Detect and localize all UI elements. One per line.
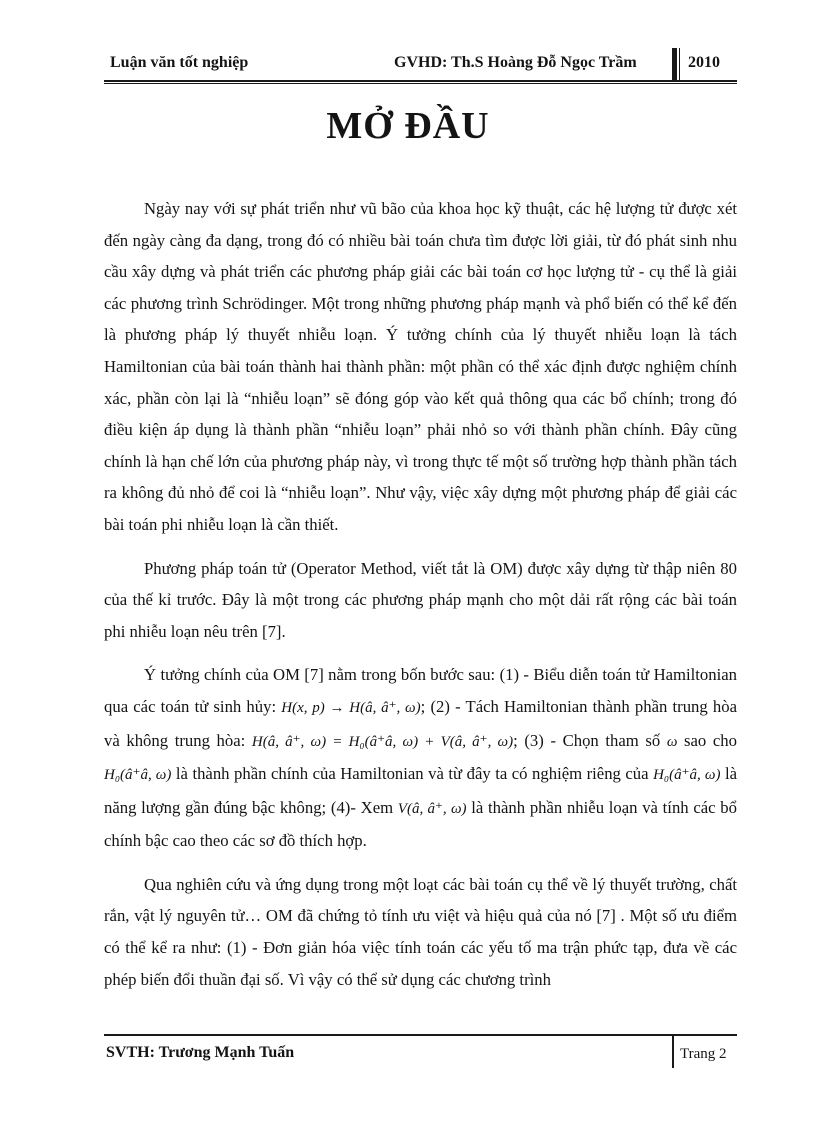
paragraph-2: Phương pháp toán tử (Operator Method, viết tắt là OM) được xây dựng từ thập niên 80 của thế kỉ trước. Đây là một trong các phương pháp mạnh cho một dải rất rộng các bài toán phi nhiễu loạn nêu trên [7]. <box>104 558 737 641</box>
paragraph-3-text: Ý tưởng chính của OM [7] nằm trong bốn bước sau: (1) - Biểu diễn toán tử Hamiltonian qua các toán tử sinh hủy: <box>104 665 737 716</box>
header-advisor: GVHD: Th.S Hoàng Đỗ Ngọc Trầm <box>394 54 637 71</box>
footer-student: SVTH: Trương Mạnh Tuấn <box>106 1044 295 1061</box>
header-year: 2010 <box>688 54 720 71</box>
page-header <box>104 46 737 82</box>
paragraph-3-text: là thành phần chính của Hamiltonian và từ đây ta có nghiệm riêng của <box>171 764 654 784</box>
formula-perturbation-v: V(â, â⁺, ω) <box>397 800 467 817</box>
formula-h0: H₀(â⁺â, ω) <box>104 767 172 784</box>
formula-omega: ω <box>666 733 678 750</box>
page-number: Trang 2 <box>680 1046 727 1062</box>
formula-hamiltonian-split: H(â, â⁺, ω) = H₀(â⁺â, ω) + V(â, â⁺, ω) <box>251 733 514 750</box>
paragraph-1: Ngày nay với sự phát triển như vũ bão của khoa học kỹ thuật, các hệ lượng tử được xét đến ngày càng đa dạng, trong đó có nhiều bài toán chưa tìm được lời giải, từ đó phát sinh nhu cầu xây dựng và phát triển các phương pháp giải các bài toán cơ học lượng tử - cụ thể là giải các phương trình Schrödinger. Một trong những phương pháp mạnh và phổ biến có thể kể đến là phương pháp lý thuyết nhiễu loạn. Ý tưởng chính của lý thuyết nhiễu loạn là tách Hamiltonian của bài toán thành hai thành phần: một phần có thể xác định được nghiệm chính xác, phần còn lại là “nhiễu loạn” sẽ đóng góp vào kết quả thông qua các bổ chính; trong đó điều kiện áp dụng là thành phần “nhiễu loạn” phải nhỏ so với thành phần chính. Đây cũng chính là hạn chế lớn của phương pháp này, vì trong thực tế một số trường hợp thành phần tách ra không đủ nhỏ để coi là “nhiễu loạn”. Như vậy, việc xây dựng một phương pháp để giải các bài toán phi nhiễu loạn là cần thiết. <box>104 199 737 534</box>
paragraph-3-text: ; (2) - Tách Hamiltonian thành phần trung hòa và không trung hòa: <box>104 696 737 750</box>
formula-hamiltonian-mapping: H(x, p) → H(â, â⁺, ω) <box>281 699 421 716</box>
header-thesis-label: Luận văn tốt nghiệp <box>110 54 249 71</box>
header-divider-thin <box>679 48 680 80</box>
formula-h0: H₀(â⁺â, ω) <box>653 767 721 784</box>
header-divider <box>672 48 677 80</box>
header-rule-thin <box>104 83 737 84</box>
page-footer <box>104 1034 737 1070</box>
paragraph-3-text: sao cho <box>677 730 737 750</box>
paragraph-4: Qua nghiên cứu và ứng dụng trong một loạt các bài toán cụ thể về lý thuyết trường, chất rắn, vật lý nguyên tử… OM đã chứng tỏ tính ưu việt và hiệu quả của nó [7] . Một số ưu điểm có thể kể ra như: (1) - Đơn giản hóa việc tính toán các yếu tố ma trận phức tạp, đưa về các phép biến đổi thuần đại số. Vì vậy có thể sử dụng các chương trình <box>104 874 737 989</box>
header-rule <box>104 80 737 82</box>
paragraph-3-text: là thành phần nhiễu loạn và tính các bổ chính bậc cao theo các sơ đồ thích hợp. <box>104 797 737 851</box>
body-text <box>104 193 737 995</box>
footer-rule <box>104 1034 737 1036</box>
paragraph-3 <box>104 659 737 857</box>
paragraph-3-text: là năng lượng gần đúng bậc không; (4)- Xem <box>104 764 738 817</box>
paragraph-3-text: ; (3) - Chọn tham số <box>513 730 667 750</box>
page-title: MỞ ĐẦU <box>326 105 490 147</box>
footer-divider <box>672 1036 674 1068</box>
